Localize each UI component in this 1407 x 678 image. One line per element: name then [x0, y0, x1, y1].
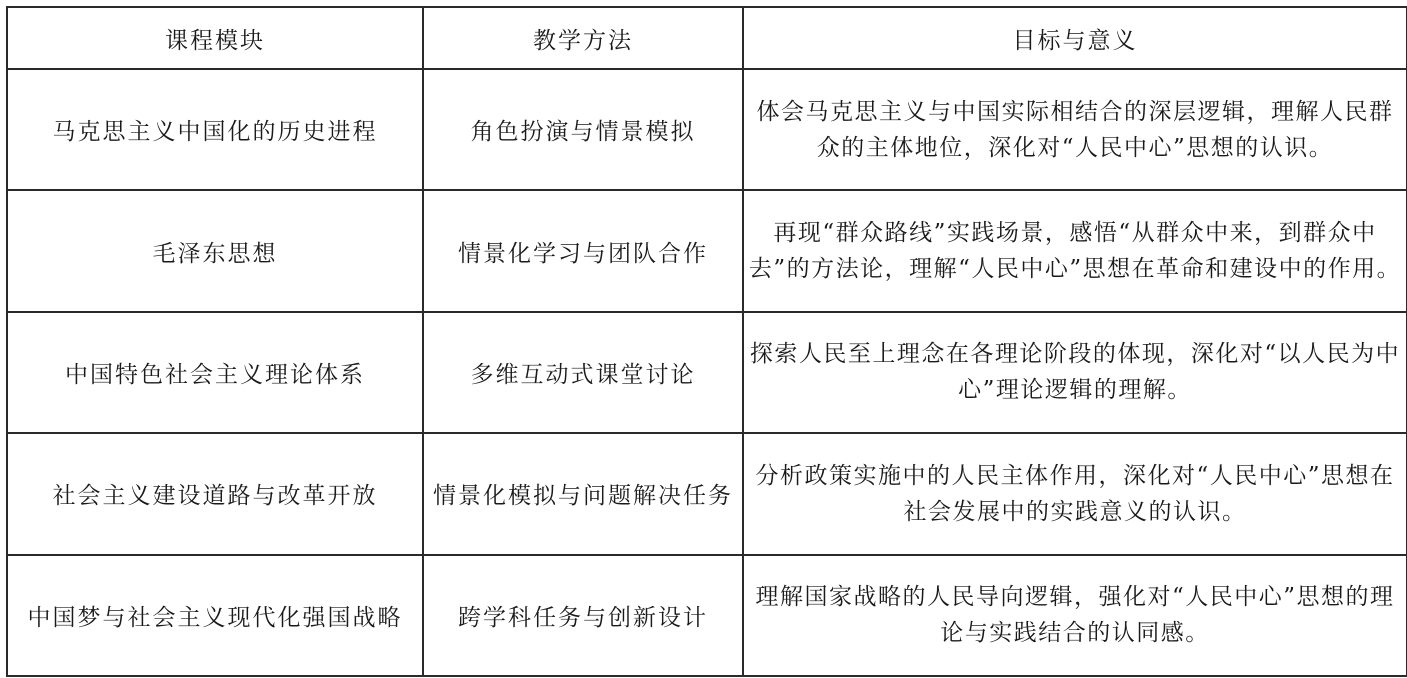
header-course-module: 课程模块	[7, 7, 423, 69]
cell-module: 毛泽东思想	[7, 190, 423, 311]
table-header	[7, 7, 1407, 69]
cell-method: 情景化模拟与问题解决任务	[423, 433, 743, 554]
cell-module: 马克思主义中国化的历史进程	[7, 69, 423, 190]
course-table	[6, 6, 1407, 677]
cell-method: 跨学科任务与创新设计	[423, 555, 743, 676]
header-goal-significance: 目标与意义	[743, 7, 1407, 69]
cell-goal: 再现“群众路线”实践场景，感悟“从群众中来，到群众中去”的方法论，理解“人民中心”思想在革命和建设中的作用。	[743, 190, 1407, 311]
cell-method: 情景化学习与团队合作	[423, 190, 743, 311]
cell-module: 中国特色社会主义理论体系	[7, 312, 423, 433]
cell-goal: 探索人民至上理念在各理论阶段的体现，深化对“以人民为中心”理论逻辑的理解。	[743, 312, 1407, 433]
course-table-container	[6, 6, 1406, 677]
cell-goal: 理解国家战略的人民导向逻辑，强化对“人民中心”思想的理论与实践结合的认同感。	[743, 555, 1407, 676]
table-body	[7, 69, 1407, 676]
cell-goal: 体会马克思主义与中国实际相结合的深层逻辑，理解人民群众的主体地位，深化对“人民中心”思想的认识。	[743, 69, 1407, 190]
cell-method: 多维互动式课堂讨论	[423, 312, 743, 433]
header-teaching-method: 教学方法	[423, 7, 743, 69]
cell-module: 社会主义建设道路与改革开放	[7, 433, 423, 554]
table-row	[7, 555, 1407, 676]
header-row	[7, 7, 1407, 69]
table-row	[7, 433, 1407, 554]
cell-method: 角色扮演与情景模拟	[423, 69, 743, 190]
cell-module: 中国梦与社会主义现代化强国战略	[7, 555, 423, 676]
table-row	[7, 312, 1407, 433]
cell-goal: 分析政策实施中的人民主体作用，深化对“人民中心”思想在社会发展中的实践意义的认识。	[743, 433, 1407, 554]
table-row	[7, 69, 1407, 190]
table-row	[7, 190, 1407, 311]
